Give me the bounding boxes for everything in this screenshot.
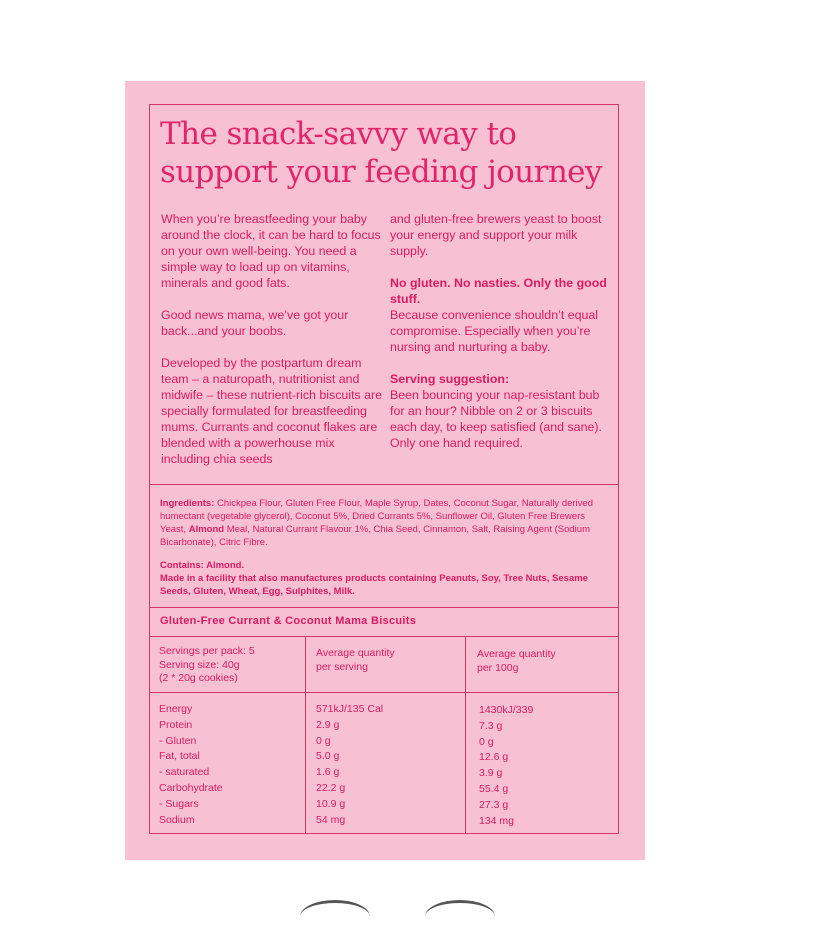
serving-info <box>159 645 255 686</box>
column-divider-1 <box>305 636 306 834</box>
nutrient-label: Protein <box>159 718 193 731</box>
per-100g-value: 1430kJ/339 <box>479 704 534 716</box>
per-serving-value: 54 mg <box>316 813 346 826</box>
per-serving-value: 1.6 g <box>316 766 340 779</box>
header-per-serving: Average quantity per serving <box>316 647 395 673</box>
nutrient-label: Sodium <box>159 813 195 826</box>
per-serving-value: 10.9 g <box>316 797 346 810</box>
per-100g-values <box>479 703 533 829</box>
nutrition-table-title: Gluten-Free Currant & Coconut Mama Biscuits <box>160 615 417 627</box>
allergen-almond: Almond <box>188 524 225 535</box>
nutrient-label: Fat, total <box>159 750 200 763</box>
description-left-column <box>161 211 383 483</box>
ingredients-label: Ingredients: <box>160 498 215 509</box>
description-right-column <box>390 211 612 467</box>
column-divider-2 <box>465 636 466 834</box>
nutrient-label: - Gluten <box>159 734 197 747</box>
paragraph-continuation: and gluten-free brewers yeast to boost your energy and support your milk supply. <box>390 212 602 258</box>
nutrient-label: Carbohydrate <box>159 781 223 794</box>
paragraph-intro: When you’re breastfeeding your baby around the clock, it can be hard to focus on your own well-being. You need a simple way to load up on vitamins, minerals and good fats. <box>161 212 381 290</box>
per-serving-value: 571kJ/135 Cal <box>316 703 384 715</box>
serving-heading: Serving suggestion: <box>390 372 510 386</box>
per-100g-value: 7.3 g <box>479 719 503 732</box>
paragraph-developed: Developed by the postpartum dream team – a naturopath, nutritionist and midwife – these nutrient-rich biscuits are specially formulated for breastfeeding mums. Currants and coconut flakes are blended with a powerhouse mix including chia seeds <box>161 356 383 466</box>
per-100g-value: 134 mg <box>479 814 515 827</box>
divider-table-body <box>149 692 619 693</box>
serving-size: Serving size: 40g <box>159 658 240 671</box>
nutrient-label: Energy <box>159 703 193 715</box>
serving-text: Been bouncing your nap-resistant bub for an hour? Nibble on 2 or 3 biscuits each day, to keep satisfied (and sane). Only one hand required. <box>390 388 602 450</box>
paragraph-good-news: Good news mama, we’ve got your back...and your boobs. <box>161 308 349 338</box>
divider-table-top <box>149 607 619 608</box>
divider-ingredients <box>149 484 619 485</box>
per-100g-value: 0 g <box>479 735 494 748</box>
per-100g-value: 55.4 g <box>479 782 509 795</box>
per-serving-value: 22.2 g <box>316 781 346 794</box>
ingredients-block <box>160 497 612 598</box>
per-serving-value: 5.0 g <box>316 750 340 763</box>
gluten-heading: No gluten. No nasties. Only the good stuff. <box>390 276 607 306</box>
serving-detail: (2 * 20g cookies) <box>159 672 238 684</box>
contains-statement: Contains: Almond. <box>160 560 245 571</box>
header-per-100g: Average quantity per 100g <box>477 648 556 674</box>
ingredients-list: Ingredients: Chickpea Flour, Gluten Free Flour, Maple Syrup, Dates, Coconut Sugar, Naturally derived humectant (vegetable glycerol), Coconut 5%, Dried Currants 5%, Sunflower Oil, Gluten Free Brewers Yeast, Almond Meal, Natural Currant Flavour 1%, Chia Seed, Cinnamon, Salt, Raising Agent (Sodium Bicarbonate), Citric Fibre. <box>160 498 593 548</box>
headline <box>160 115 610 191</box>
divider-table-header <box>149 636 619 637</box>
gluten-text: Because convenience shouldn’t equal compromise. Especially when you’re nursing and nurturing a baby. <box>390 308 599 354</box>
per-serving-value: 2.9 g <box>316 718 340 731</box>
headline-line-1: The snack-savvy way to <box>160 116 517 152</box>
servings-per-pack: Servings per pack: 5 <box>159 645 255 657</box>
per-serving-values <box>316 702 383 828</box>
headline-line-2: support your feeding journey <box>160 154 602 190</box>
per-100g-value: 27.3 g <box>479 798 509 811</box>
nutrient-label: - Sugars <box>159 797 199 810</box>
facility-statement: Made in a facility that also manufactures products containing Peanuts, Soy, Tree Nuts, Sesame Seeds, Gluten, Wheat, Egg, Sulphites, Milk. <box>160 573 588 597</box>
nutrient-label: - saturated <box>159 766 210 779</box>
per-100g-value: 12.6 g <box>479 751 509 764</box>
per-100g-value: 3.9 g <box>479 767 503 780</box>
per-serving-value: 0 g <box>316 734 331 747</box>
nutrient-labels <box>159 702 223 828</box>
